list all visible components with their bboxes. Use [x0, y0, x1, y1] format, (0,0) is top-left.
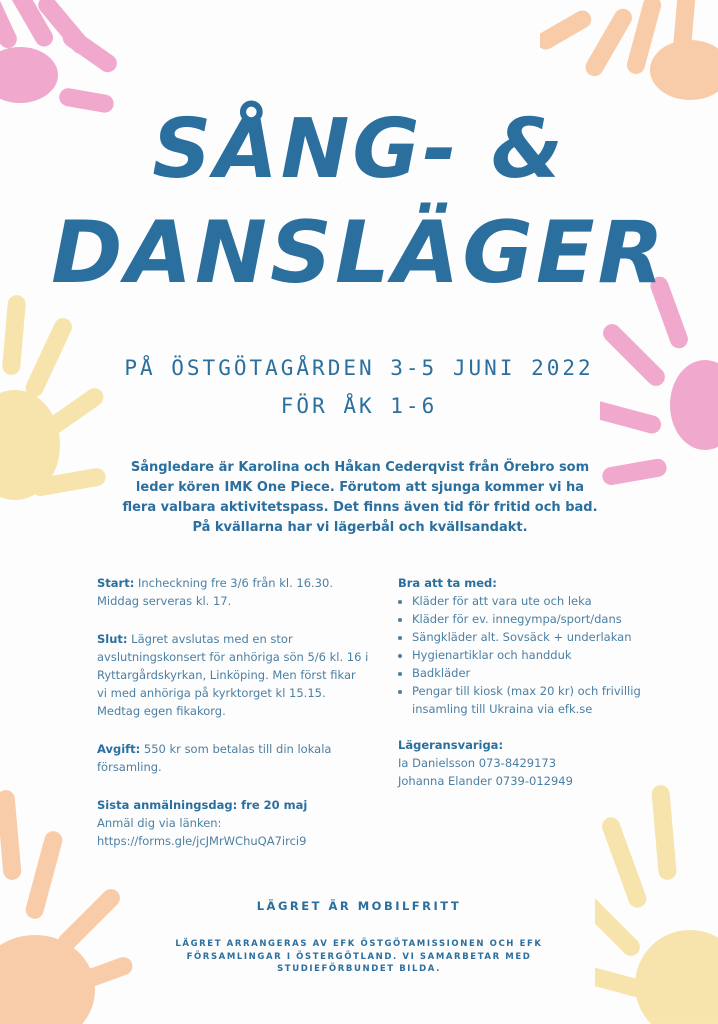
intro-line: flera valbara aktivitetspass. Det finns även tid för fritid och bad.: [122, 500, 598, 515]
footer-organizer-text: [150, 938, 568, 976]
deadline-info: [97, 796, 369, 850]
subtitle-grades: FÖR ÅK 1-6: [280, 394, 438, 418]
bring-item: • Kläder för ev. innegympa/sport/dans: [412, 610, 658, 628]
mobile-free-notice: LÄGRET ÄR MOBILFRITT: [256, 899, 462, 913]
leader-contact: Johanna Elander 0739-012949: [398, 774, 573, 788]
intro-line: Sångledare är Karolina och Håkan Cederqvist från Örebro som: [130, 460, 590, 475]
signup-link[interactable]: https://forms.gle/jcJMrWChuQA7irci9: [97, 834, 307, 848]
bring-item: • Pengar till kiosk (max 20 kr) och frivillig insamling till Ukraina via efk.se: [412, 682, 658, 718]
fee-info: [97, 740, 369, 776]
start-text: Incheckning fre 3/6 från kl. 16.30. Middag serveras kl. 17.: [97, 576, 333, 608]
footer-line: LÄGRET ARRANGERAS AV EFK ÖSTGÖTAMISSIONEN OCH EFK: [175, 939, 543, 949]
footer-line: STUDIEFÖRBUNDET BILDA.: [277, 964, 441, 974]
bring-item: • Sängkläder alt. Sovsäck + underlakan: [412, 628, 658, 646]
end-text: Lägret avslutas med en stor avslutningskonsert för anhöriga sön 5/6 kl. 16 i Ryttargårdskyrkan, Linköping. Men först fikar vi med anhöriga på kyrktorget kl 15.15. Medtag egen fikakorg.: [97, 632, 369, 718]
leaders-title: Lägeransvariga:: [398, 738, 504, 752]
start-label: Start:: [97, 576, 135, 590]
signup-text: Anmäl dig via länken:: [97, 816, 222, 830]
bring-item: • Badkläder: [412, 664, 658, 682]
end-label: Slut:: [97, 632, 128, 646]
leader-contact: Ia Danielsson 073-8429173: [398, 756, 557, 770]
bring-item: • Kläder för att vara ute och leka: [412, 592, 658, 610]
bring-item: • Hygienartiklar och handduk: [412, 646, 658, 664]
subtitle-dates: PÅ ÖSTGÖTAGÅRDEN 3-5 JUNI 2022: [124, 356, 594, 380]
bring-list: [398, 592, 658, 718]
intro-line: leder kören IMK One Piece. Förutom att sjunga kommer vi ha: [135, 480, 585, 495]
start-info: [97, 574, 369, 610]
info-column-right: [398, 574, 658, 790]
fee-label: Avgift:: [97, 742, 141, 756]
footer-line: FÖRSAMLINGAR I ÖSTERGÖTLAND. VI SAMARBETAR MED: [186, 951, 532, 962]
bring-title: Bra att ta med:: [398, 576, 497, 590]
intro-text: [110, 458, 610, 538]
end-info: [97, 630, 369, 720]
fee-text: 550 kr som betalas till din lokala församling.: [97, 742, 332, 774]
intro-line: På kvällarna har vi lägerbål och kvällsandakt.: [192, 520, 528, 535]
title-line-2: DANSLÄGER: [51, 203, 667, 303]
info-column-left: [97, 574, 369, 850]
deadline-label: Sista anmälningsdag: fre 20 maj: [97, 798, 308, 812]
title-line-1: SÅNG- &: [152, 102, 566, 197]
